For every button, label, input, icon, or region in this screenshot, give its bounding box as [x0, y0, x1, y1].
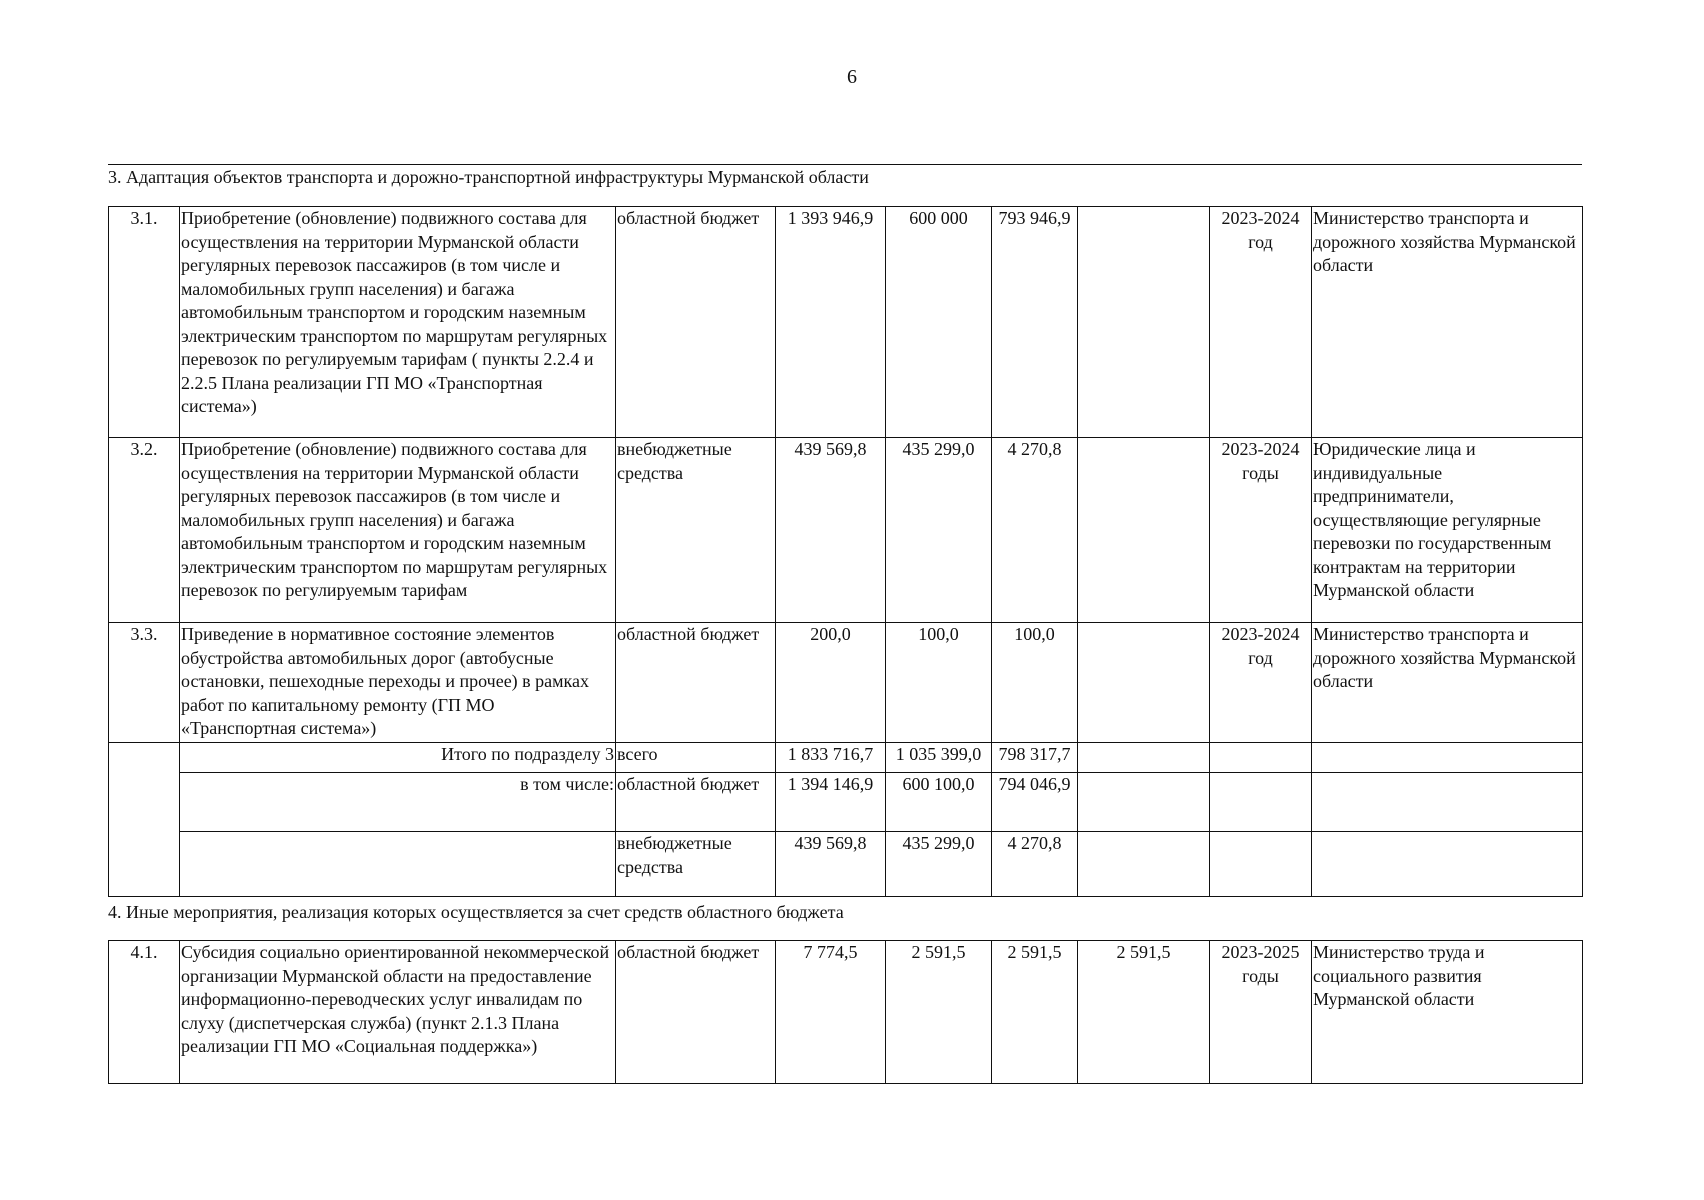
funding-source: областной бюджет	[616, 773, 776, 832]
empty-cell	[1312, 773, 1583, 832]
empty-cell	[1078, 743, 1210, 773]
year1-value: 435 299,0	[886, 438, 992, 623]
total-value: 439 569,8	[776, 438, 886, 623]
empty-cell	[1210, 743, 1312, 773]
funding-source: областной бюджет	[616, 207, 776, 438]
table-row	[109, 623, 1583, 743]
section-3-title: 3. Адаптация объектов транспорта и дорожно-транспортной инфраструктуры Мурманской области	[108, 167, 869, 187]
year1-value: 600 000	[886, 207, 992, 438]
period: 2023-2025 годы	[1210, 941, 1312, 1084]
row-number: 4.1.	[109, 941, 180, 1084]
total-value: 200,0	[776, 623, 886, 743]
table-row	[109, 941, 1583, 1084]
offbudget-row	[109, 832, 1583, 897]
year1-value: 100,0	[886, 623, 992, 743]
including-label: в том числе:	[180, 773, 616, 832]
year3-value: 2 591,5	[1078, 941, 1210, 1084]
measure-name: Приобретение (обновление) подвижного состава для осуществления на территории Мурманской области регулярных перевозок пассажиров (в том числе и маломобильных групп населения) и багажа автомобильным транспортом и городским наземным электрическим транспортом по маршрутам регулярных перевозок по регулируемым тарифам	[180, 438, 616, 623]
total-value: 1 393 946,9	[776, 207, 886, 438]
empty-cell	[1210, 773, 1312, 832]
empty-cell	[109, 773, 180, 832]
page-number: 6	[847, 66, 857, 88]
total-value: 1 833 716,7	[776, 743, 886, 773]
total-value: 1 394 146,9	[776, 773, 886, 832]
empty-cell	[1078, 773, 1210, 832]
measure-name: Приведение в нормативное состояние элементов обустройства автомобильных дорог (автобусные остановки, пешеходные переходы и прочее) в рамках работ по капитальному ремонту (ГП МО «Транспортная система»)	[180, 623, 616, 743]
row-number: 3.2.	[109, 438, 180, 623]
total-value: 7 774,5	[776, 941, 886, 1084]
period: 2023-2024 годы	[1210, 438, 1312, 623]
funding-source: областной бюджет	[616, 623, 776, 743]
section-4-table	[108, 940, 1583, 1084]
empty-cell	[109, 832, 180, 897]
empty-cell	[180, 832, 616, 897]
funding-source: внебюджетные средства	[616, 438, 776, 623]
period: 2023-2024 год	[1210, 207, 1312, 438]
year1-value: 600 100,0	[886, 773, 992, 832]
year2-value: 4 270,8	[992, 832, 1078, 897]
funding-source: внебюджетные средства	[616, 832, 776, 897]
year3-value	[1078, 438, 1210, 623]
executor: Юридические лица и индивидуальные предприниматели, осуществляющие регулярные перевозки по государственным контрактам на территории Мурманской области	[1312, 438, 1583, 623]
funding-source: областной бюджет	[616, 941, 776, 1084]
empty-cell	[109, 743, 180, 773]
year1-value: 435 299,0	[886, 832, 992, 897]
funding-source: всего	[616, 743, 776, 773]
table-row	[109, 438, 1583, 623]
table-row	[109, 207, 1583, 438]
row-number: 3.1.	[109, 207, 180, 438]
empty-cell	[1210, 832, 1312, 897]
including-row	[109, 773, 1583, 832]
section-top-rule	[108, 164, 1582, 165]
year2-value: 793 946,9	[992, 207, 1078, 438]
empty-cell	[1078, 832, 1210, 897]
section-4-title: 4. Иные мероприятия, реализация которых осуществляется за счет средств областного бюджета	[108, 902, 844, 922]
year2-value: 2 591,5	[992, 941, 1078, 1084]
year2-value: 798 317,7	[992, 743, 1078, 773]
year3-value	[1078, 207, 1210, 438]
total-value: 439 569,8	[776, 832, 886, 897]
measure-name: Приобретение (обновление) подвижного состава для осуществления на территории Мурманской области регулярных перевозок пассажиров (в том числе и маломобильных групп населения) и багажа автомобильным транспортом и городским наземным электрическим транспортом по маршрутам регулярных перевозок по регулируемым тарифам ( пункты 2.2.4 и 2.2.5 Плана реализации ГП МО «Транспортная система»)	[180, 207, 616, 438]
executor: Министерство транспорта и дорожного хозяйства Мурманской области	[1312, 623, 1583, 743]
empty-cell	[1312, 832, 1583, 897]
year2-value: 4 270,8	[992, 438, 1078, 623]
empty-cell	[1312, 743, 1583, 773]
executor: Министерство труда и социального развития Мурманской области	[1312, 941, 1583, 1084]
year2-value: 100,0	[992, 623, 1078, 743]
period: 2023-2024 год	[1210, 623, 1312, 743]
executor: Министерство транспорта и дорожного хозяйства Мурманской области	[1312, 207, 1583, 438]
totals-row	[109, 743, 1583, 773]
year2-value: 794 046,9	[992, 773, 1078, 832]
measure-name: Субсидия социально ориентированной некоммерческой организации Мурманской области на предоставление информационно-переводческих услуг инвалидам по слуху (диспетчерская служба) (пункт 2.1.3 Плана реализации ГП МО «Социальная поддержка»)	[180, 941, 616, 1084]
row-number: 3.3.	[109, 623, 180, 743]
year1-value: 1 035 399,0	[886, 743, 992, 773]
year3-value	[1078, 623, 1210, 743]
section-3-table	[108, 206, 1583, 897]
totals-label: Итого по подразделу 3	[180, 743, 616, 773]
year1-value: 2 591,5	[886, 941, 992, 1084]
